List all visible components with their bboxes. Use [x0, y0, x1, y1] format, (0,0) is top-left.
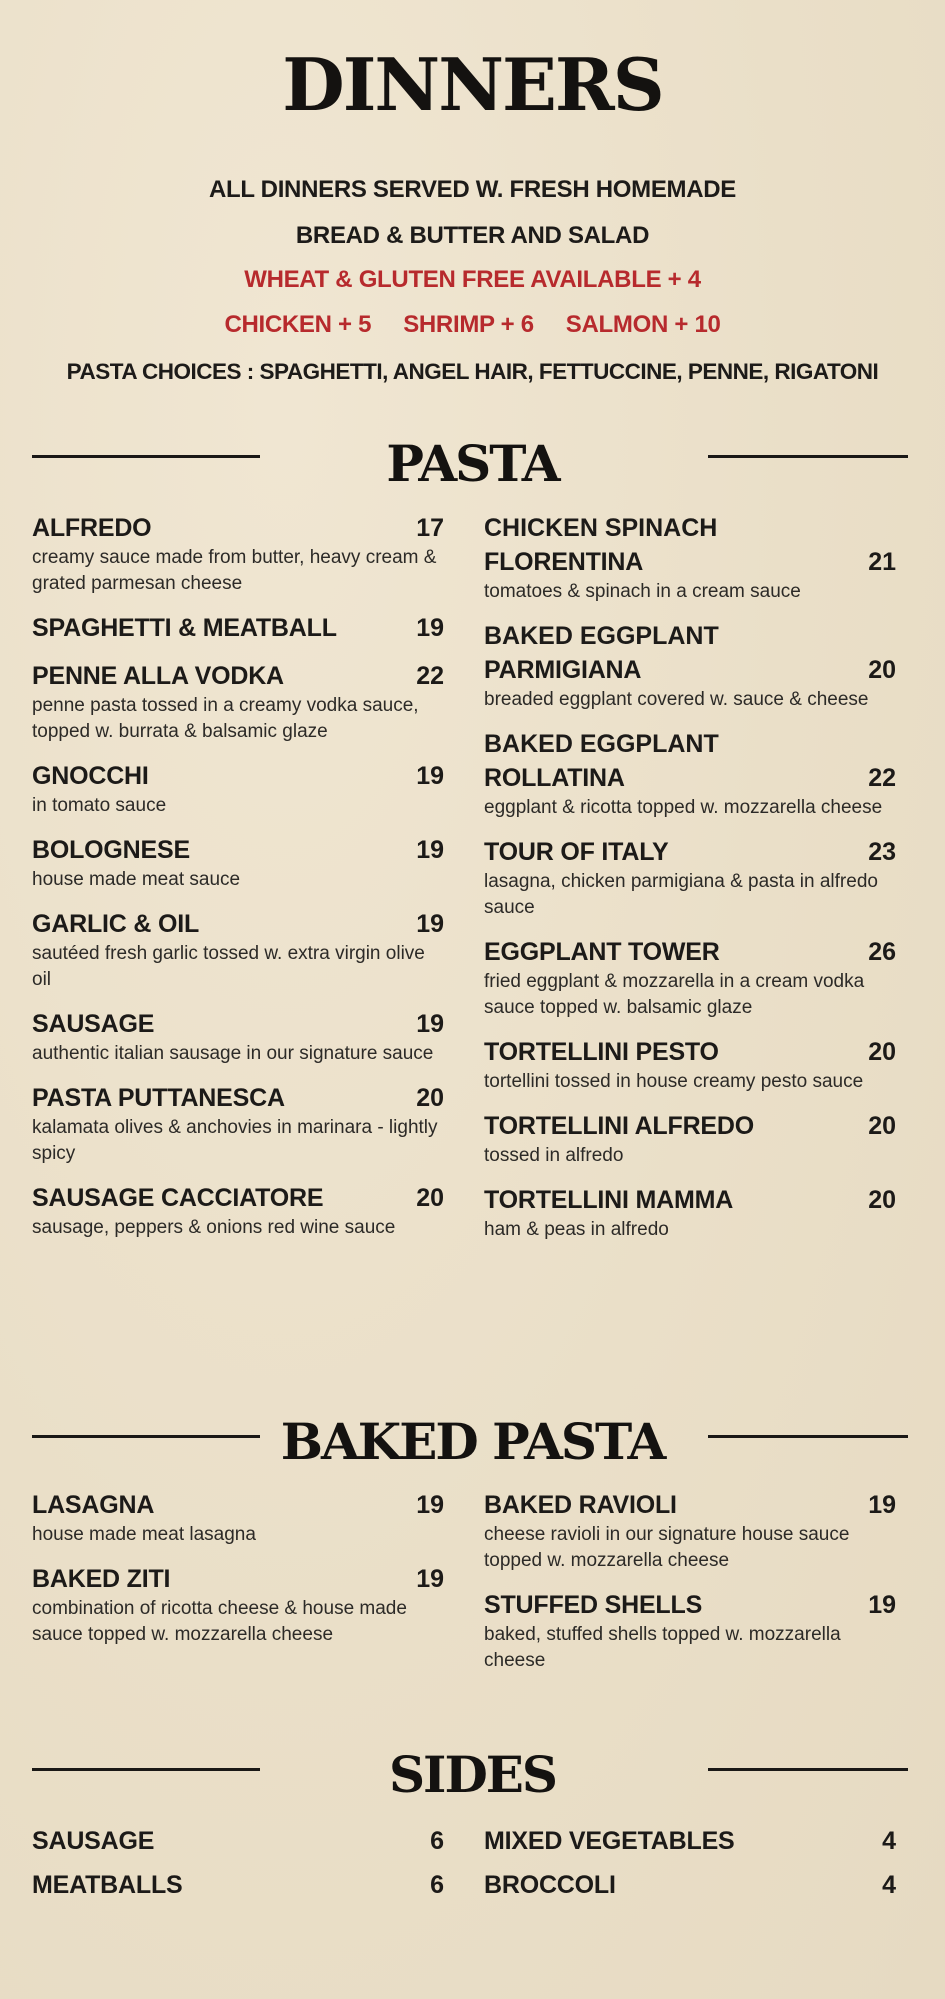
menu-item-price: 19 [416, 910, 444, 938]
menu-item-price: 19 [416, 836, 444, 864]
addon-chicken: CHICKEN + 5 [224, 311, 372, 338]
menu-item-name: SAUSAGE [32, 1827, 155, 1855]
menu-item-name: PARMIGIANA [484, 656, 642, 684]
menu-item-name: BAKED RAVIOLI [484, 1491, 677, 1519]
menu-item [484, 511, 896, 605]
menu-item-header [32, 1081, 444, 1115]
menu-item-description: kalamata olives & anchovies in marinara - lightly spicy [32, 1117, 438, 1164]
menu-item-description: tossed in alfredo [484, 1145, 624, 1166]
protein-addons [0, 311, 945, 339]
menu-item-description: fried eggplant & mozzarella in a cream vodka sauce topped w. balsamic glaze [484, 971, 865, 1018]
divider-right [708, 1435, 908, 1438]
menu-item-header [32, 759, 444, 793]
menu-item-description: house made meat sauce [32, 869, 241, 890]
menu-item-name: BAKED ZITI [32, 1565, 171, 1593]
menu-item [32, 1081, 444, 1167]
menu-item-name-line1: BAKED EGGPLANT [484, 622, 719, 650]
divider-right [708, 455, 908, 458]
menu-item-name: ALFREDO [32, 514, 152, 542]
menu-item [32, 1824, 444, 1858]
sides-left-column [32, 1824, 444, 1912]
menu-item-header [484, 761, 896, 795]
gluten-free-text: WHEAT & GLUTEN FREE AVAILABLE + 4 [244, 266, 701, 293]
menu-item-header [32, 1824, 444, 1858]
menu-item [32, 1488, 444, 1548]
menu-item-name: MIXED VEGETABLES [484, 1827, 735, 1855]
menu-item [32, 511, 444, 597]
menu-item [484, 727, 896, 821]
menu-item-header [32, 833, 444, 867]
menu-item-price: 23 [868, 838, 896, 866]
menu-item-name: BROCCOLI [484, 1871, 616, 1899]
menu-item-price: 19 [868, 1591, 896, 1619]
menu-item-header [484, 1488, 896, 1522]
menu-item [484, 1035, 896, 1095]
menu-item-name-line1: BAKED EGGPLANT [484, 730, 719, 758]
menu-item-price: 6 [430, 1827, 444, 1855]
menu-item [484, 1868, 896, 1902]
menu-item-name: MEATBALLS [32, 1871, 183, 1899]
menu-item-name: SAUSAGE CACCIATORE [32, 1184, 324, 1212]
menu-item-price: 20 [416, 1184, 444, 1212]
menu-item-header [32, 659, 444, 693]
baked-right-column [484, 1488, 896, 1688]
menu-item-name: BOLOGNESE [32, 836, 190, 864]
menu-item-header [32, 1868, 444, 1902]
menu-item-price: 20 [868, 1186, 896, 1214]
menu-item [484, 619, 896, 713]
menu-item [32, 1181, 444, 1241]
menu-item [484, 1183, 896, 1243]
menu-item [484, 935, 896, 1021]
menu-item-description: lasagna, chicken parmigiana & pasta in alfredo sauce [484, 871, 878, 918]
menu-item-name: TOUR OF ITALY [484, 838, 669, 866]
baked-left-column [32, 1488, 444, 1662]
section-heading-pasta: PASTA [386, 434, 559, 493]
menu-item-header [32, 1181, 444, 1215]
sides-right-column [484, 1824, 896, 1912]
menu-item-header [484, 1824, 896, 1858]
menu-item-header [484, 935, 896, 969]
menu-item-description: in tomato sauce [32, 795, 167, 816]
menu-item-price: 19 [416, 1010, 444, 1038]
menu-item-name-line1: CHICKEN SPINACH [484, 514, 718, 542]
menu-item-name: SPAGHETTI & MEATBALL [32, 614, 337, 642]
menu-item-price: 4 [882, 1827, 896, 1855]
menu-item-price: 19 [868, 1491, 896, 1519]
menu-item-name: LASAGNA [32, 1491, 155, 1519]
menu-item [32, 611, 444, 645]
menu-item-name: PASTA PUTTANESCA [32, 1084, 285, 1112]
menu-item-name: FLORENTINA [484, 548, 644, 576]
menu-item-header [484, 1588, 896, 1622]
menu-item-name: GNOCCHI [32, 762, 149, 790]
divider-right [708, 1768, 908, 1771]
menu-item-price: 20 [868, 656, 896, 684]
menu-item [484, 1488, 896, 1574]
gluten-free-note [0, 266, 945, 294]
page-title: DINNERS [282, 42, 663, 127]
menu-item-description: ham & peas in alfredo [484, 1219, 669, 1240]
menu-item-name: EGGPLANT TOWER [484, 938, 720, 966]
pasta-right-column [484, 511, 896, 1257]
menu-item-name: GARLIC & OIL [32, 910, 200, 938]
section-heading-sides: SIDES [388, 1745, 557, 1804]
menu-item-price: 20 [868, 1112, 896, 1140]
menu-item-price: 19 [416, 762, 444, 790]
menu-item-description: penne pasta tossed in a creamy vodka sauce, topped w. burrata & balsamic glaze [32, 695, 419, 742]
menu-item [32, 759, 444, 819]
menu-item [32, 1007, 444, 1067]
menu-item [32, 1868, 444, 1902]
menu-item-header [32, 1562, 444, 1596]
menu-item-header [32, 907, 444, 941]
pasta-choices: PASTA CHOICES : SPAGHETTI, ANGEL HAIR, FETTUCCINE, PENNE, RIGATONI [66, 359, 879, 384]
menu-item-header [32, 611, 444, 645]
menu-item-price: 19 [416, 614, 444, 642]
menu-item [32, 907, 444, 993]
menu-item-price: 19 [416, 1491, 444, 1519]
menu-item [32, 659, 444, 745]
menu-item-description: combination of ricotta cheese & house made sauce topped w. mozzarella cheese [32, 1598, 407, 1645]
intro-line-1: ALL DINNERS SERVED W. FRESH HOMEMADE [208, 176, 737, 203]
menu-item-name: SAUSAGE [32, 1010, 155, 1038]
menu-item-description: eggplant & ricotta topped w. mozzarella cheese [484, 797, 883, 818]
menu-item-description: tortellini tossed in house creamy pesto sauce [484, 1071, 864, 1092]
menu-item-name: STUFFED SHELLS [484, 1591, 703, 1619]
menu-item-header [32, 1007, 444, 1041]
menu-item-description: house made meat lasagna [32, 1524, 256, 1545]
addon-shrimp: SHRIMP + 6 [403, 311, 534, 338]
menu-item-description: breaded eggplant covered w. sauce & cheese [484, 689, 869, 710]
intro-line-2: BREAD & BUTTER AND SALAD [295, 222, 650, 249]
menu-item-description: baked, stuffed shells topped w. mozzarella cheese [484, 1624, 841, 1671]
section-heading-baked-pasta: BAKED PASTA [280, 1412, 665, 1471]
menu-item-price: 26 [868, 938, 896, 966]
menu-item [32, 833, 444, 893]
menu-item-description: cheese ravioli in our signature house sauce topped w. mozzarella cheese [484, 1524, 850, 1571]
menu-item-header [32, 1488, 444, 1522]
menu-item [484, 835, 896, 921]
menu-item [484, 1109, 896, 1169]
menu-item-name: ROLLATINA [484, 764, 625, 792]
menu-item-description: tomatoes & spinach in a cream sauce [484, 581, 801, 602]
menu-item-price: 4 [882, 1871, 896, 1899]
menu-item-header [484, 545, 896, 579]
menu-item-header [484, 1868, 896, 1902]
menu-item-price: 22 [868, 764, 896, 792]
menu-item-price: 20 [416, 1084, 444, 1112]
menu-item-price: 17 [416, 514, 444, 542]
menu-item-header [484, 1035, 896, 1069]
menu-item-name: PENNE ALLA VODKA [32, 662, 284, 690]
menu-item-price: 21 [868, 548, 896, 576]
menu-item-header [32, 511, 444, 545]
menu-item-header [484, 835, 896, 869]
menu-item-name: TORTELLINI PESTO [484, 1038, 719, 1066]
menu-item-price: 6 [430, 1871, 444, 1899]
menu-item-header [484, 653, 896, 687]
menu-item-price: 20 [868, 1038, 896, 1066]
menu-item [484, 1824, 896, 1858]
menu-item-description: authentic italian sausage in our signature sauce [32, 1043, 434, 1064]
menu-item-name: TORTELLINI ALFREDO [484, 1112, 754, 1140]
menu-item-description: creamy sauce made from butter, heavy cream & grated parmesan cheese [32, 547, 437, 594]
menu-item-price: 22 [416, 662, 444, 690]
menu-item-header [484, 1109, 896, 1143]
menu-item [484, 1588, 896, 1674]
menu-item-header [484, 1183, 896, 1217]
menu-item-description: sautéed fresh garlic tossed w. extra virgin olive oil [32, 943, 425, 990]
pasta-left-column [32, 511, 444, 1255]
addon-salmon: SALMON + 10 [565, 311, 721, 338]
menu-item-price: 19 [416, 1565, 444, 1593]
menu-item-description: sausage, peppers & onions red wine sauce [32, 1217, 396, 1238]
menu-item-name: TORTELLINI MAMMA [484, 1186, 734, 1214]
menu-item [32, 1562, 444, 1648]
